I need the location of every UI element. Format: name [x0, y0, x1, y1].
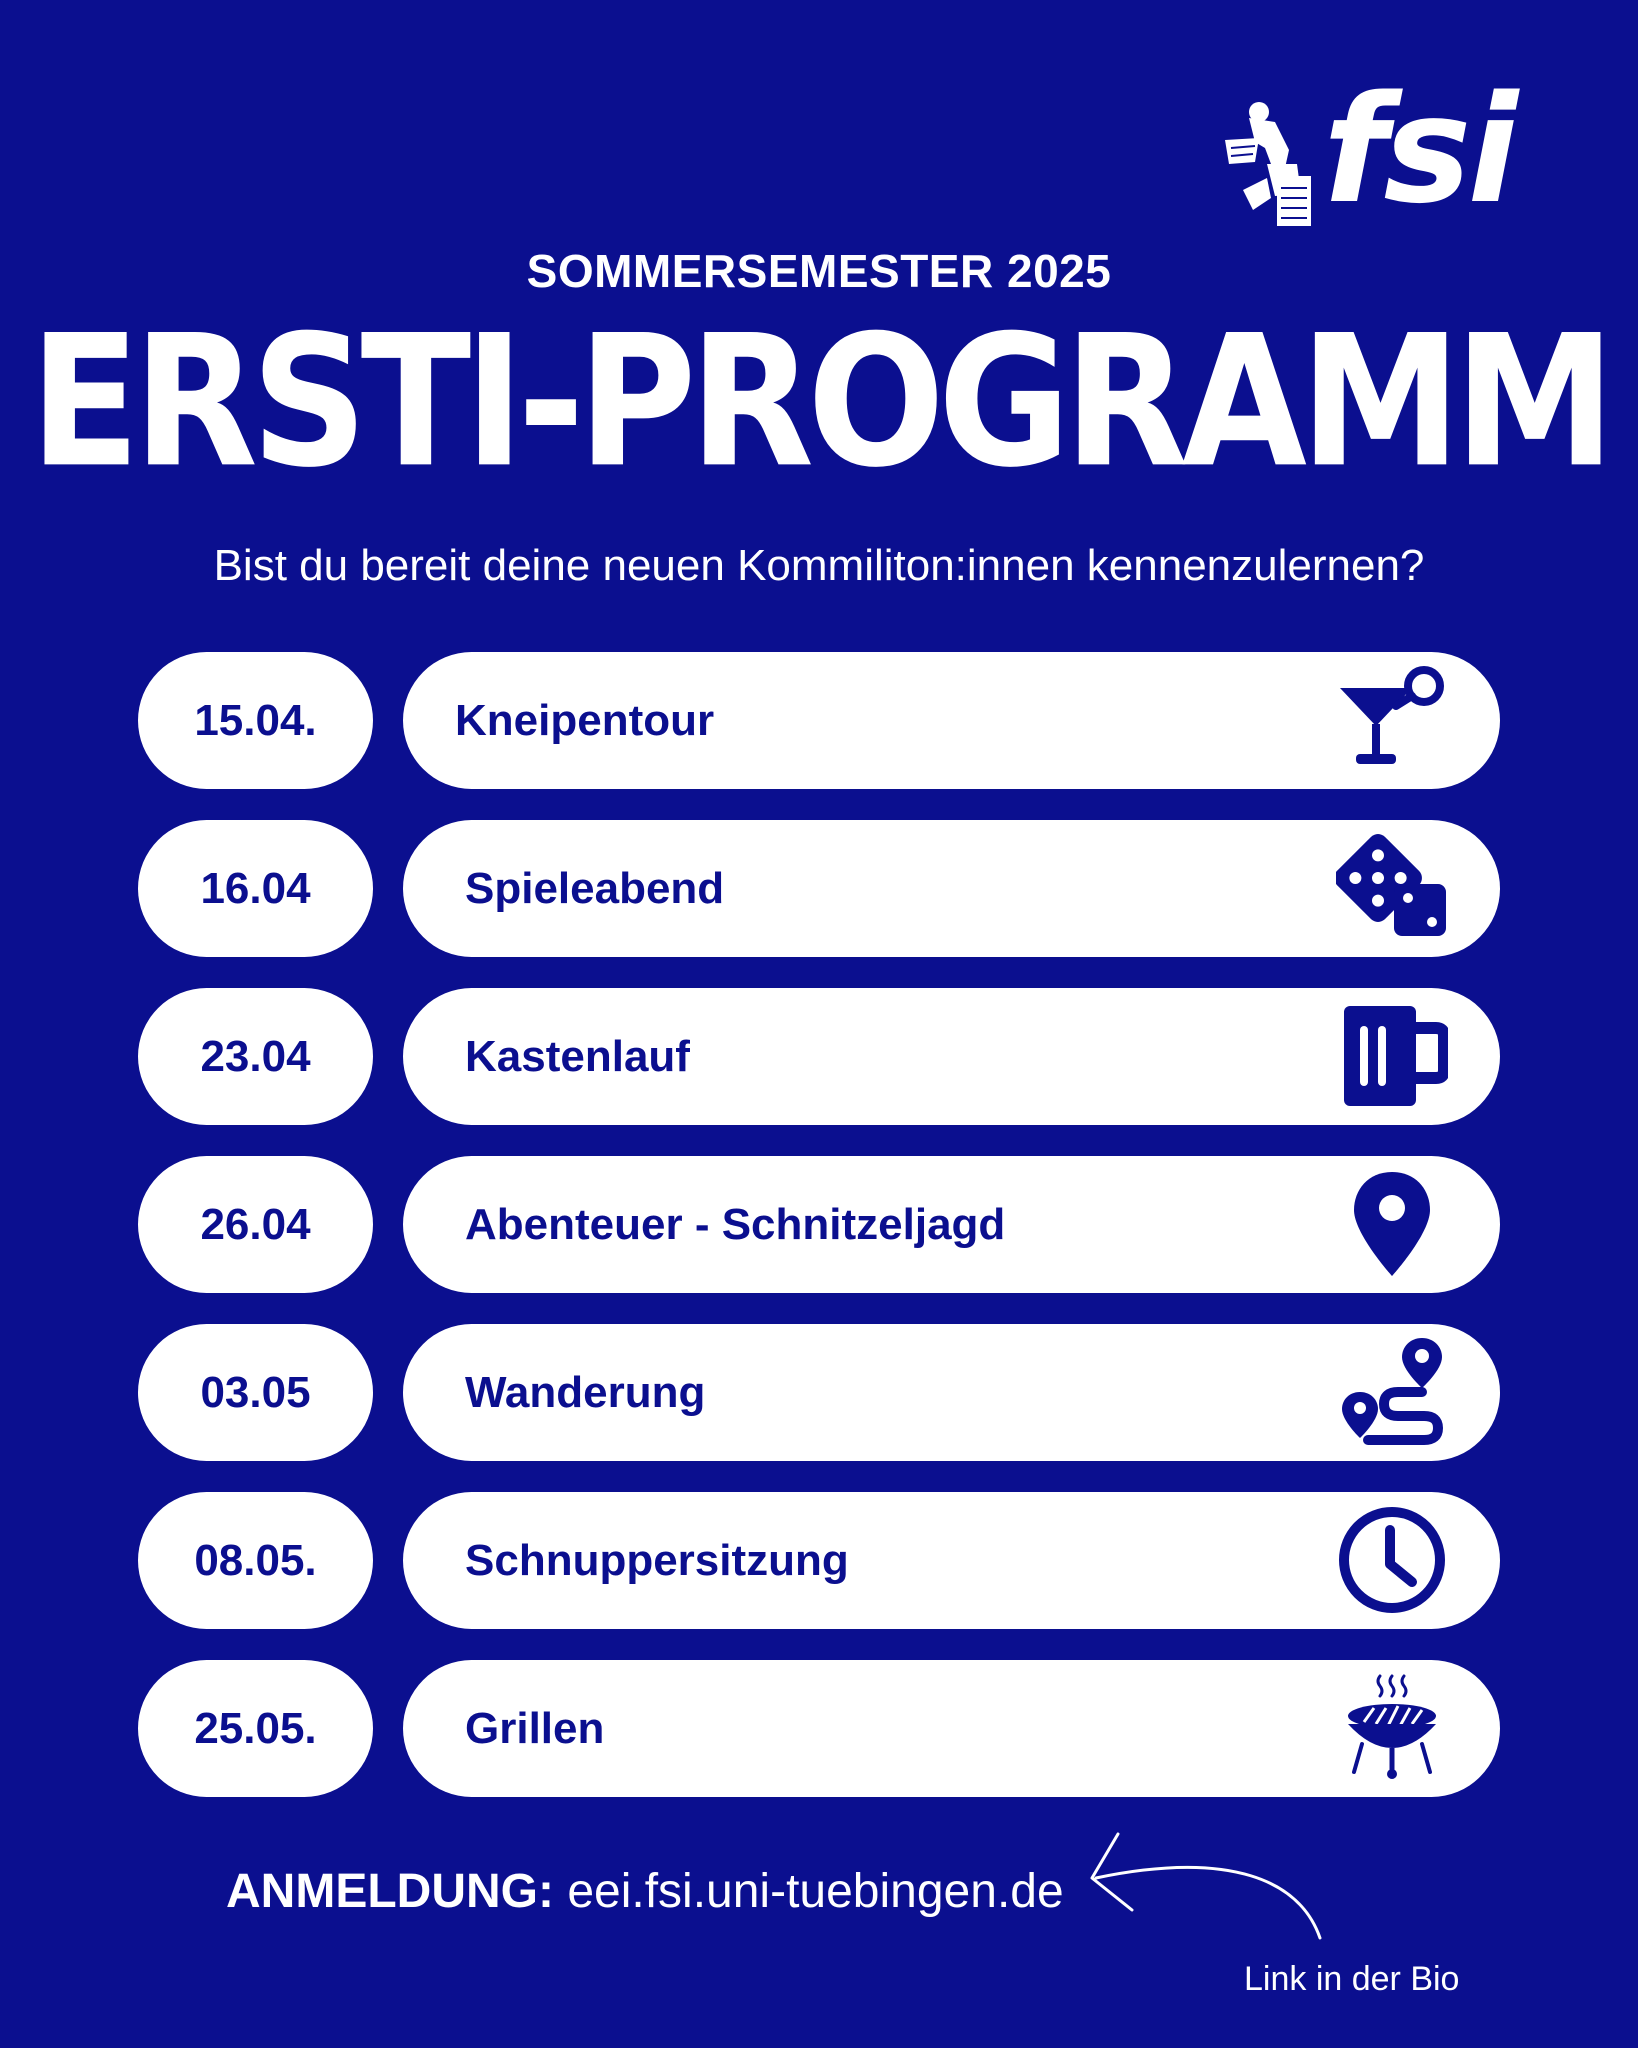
fsi-logo-text: fsi: [1323, 64, 1515, 236]
event-date: 25.05.: [138, 1660, 373, 1797]
event-date: 26.04: [138, 1156, 373, 1293]
semester-heading: SOMMERSEMESTER 2025: [526, 245, 1112, 297]
signup-link[interactable]: eei.fsi.uni-tuebingen.de: [567, 1865, 1064, 1918]
thinker-statue-icon: [1215, 98, 1325, 228]
event-row: [138, 652, 1500, 789]
event-row: [138, 988, 1500, 1125]
event-row: [138, 820, 1500, 957]
event-label: Schnuppersitzung: [465, 1535, 849, 1585]
fsi-logo: [1215, 64, 1545, 236]
event-card: [403, 652, 1500, 789]
beer-mug-icon: [1336, 1000, 1448, 1112]
route-icon: [1336, 1336, 1448, 1448]
event-label: Kneipentour: [455, 695, 715, 745]
event-date: 15.04.: [138, 652, 373, 789]
bio-note: Link in der Bio: [1244, 1960, 1460, 1998]
event-card: [403, 1324, 1500, 1461]
event-row: [138, 1324, 1500, 1461]
map-pin-icon: [1336, 1168, 1448, 1280]
event-label: Abenteuer - Schnitzeljagd: [465, 1199, 1006, 1249]
event-card: [403, 988, 1500, 1125]
subtitle: Bist du bereit deine neuen Kommiliton:innen kennenzulernen?: [213, 541, 1425, 590]
signup-line: [226, 1864, 1064, 1919]
event-card: [403, 820, 1500, 957]
event-row: [138, 1660, 1500, 1797]
event-label: Wanderung: [465, 1367, 706, 1417]
event-date: 03.05: [138, 1324, 373, 1461]
signup-label: ANMELDUNG:: [226, 1865, 554, 1918]
event-label: Kastenlauf: [465, 1031, 690, 1081]
event-card: [403, 1660, 1500, 1797]
page-title: ERSTI-PROGRAMM: [29, 297, 1609, 508]
grill-icon: [1336, 1672, 1448, 1784]
event-card: [403, 1492, 1500, 1629]
event-date: 23.04: [138, 988, 373, 1125]
event-label: Spieleabend: [465, 863, 725, 913]
event-row: [138, 1156, 1500, 1293]
event-card: [403, 1156, 1500, 1293]
event-label: Grillen: [465, 1703, 605, 1753]
event-row: [138, 1492, 1500, 1629]
cocktail-glass-icon: [1336, 664, 1448, 776]
event-date: 16.04: [138, 820, 373, 957]
event-date: 08.05.: [138, 1492, 373, 1629]
clock-icon: [1336, 1504, 1448, 1616]
dice-icon: [1336, 832, 1448, 944]
curved-arrow-icon: [1080, 1820, 1340, 1950]
